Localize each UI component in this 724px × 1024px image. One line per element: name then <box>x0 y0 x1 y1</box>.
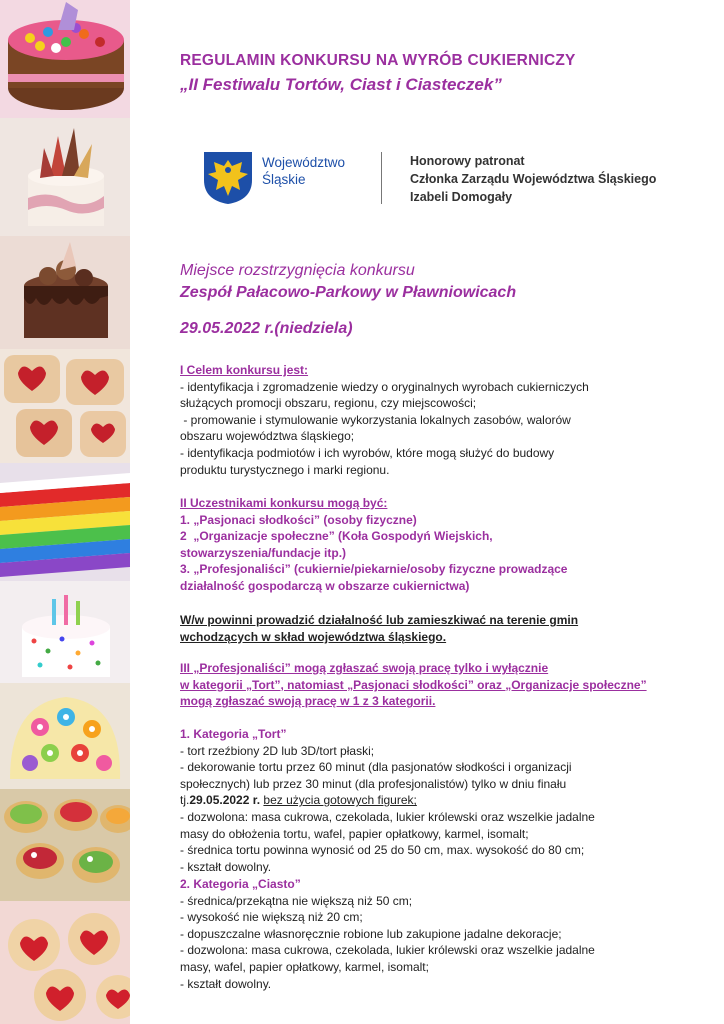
category-line: - wysokość nie większą niż 20 cm; <box>180 910 363 925</box>
venue-place: Zespół Pałacowo-Parkowy w Pławniowicach <box>180 284 517 301</box>
category-line: - kształt dowolny. <box>180 859 272 874</box>
region-name-line2: Śląskie <box>262 172 306 187</box>
category-pastry-heading: 2. Kategoria „Ciasto” <box>180 877 301 891</box>
patron-line2: Członka Zarządu Województwa Śląskiego <box>410 172 657 186</box>
category-line: - dozwolona: masa cukrowa, czekolada, lukier królewski oraz wszelkie jadalne <box>180 809 595 824</box>
event-date: 29.05.2022 r.(niedziela) <box>180 320 353 337</box>
category-line: - średnica tortu powinna wynosić od 25 do 50 cm, max. wysokość do 80 cm; <box>180 843 585 858</box>
section-goals <box>180 362 715 478</box>
section-participants <box>180 495 715 595</box>
rainbow-cake-photo <box>0 463 130 581</box>
notice-line: wchodzących w skład województwa śląskiego. <box>180 629 447 644</box>
goals-line: - identyfikacja i zgromadzenie wiedzy o oryginalnych wyrobach cukierniczych <box>180 379 589 394</box>
region-name <box>262 154 345 188</box>
category-line: - kształt dowolny. <box>180 976 272 991</box>
category-cake <box>180 726 715 875</box>
category-line: masy, wafel, papier opłatkowy, karmel, isomalt; <box>180 959 429 974</box>
photo-strip <box>0 0 130 1024</box>
category-line: - dekorowanie tortu przez 60 minut (dla pasjonatów słodkości i organizacji <box>180 760 572 775</box>
no-figurines-rule: bez użycia gotowych figurek; <box>263 793 417 808</box>
goals-line: obszaru województwa śląskiego; <box>180 429 355 444</box>
category-line: społecznych) lub przez 30 minut (dla profesjonalistów) tylko w dniu finału <box>180 776 567 791</box>
goals-line: służących promocji obszaru, regionu, czy miejscowości; <box>180 396 477 411</box>
fruit-tarts-photo <box>0 789 130 901</box>
candy-cake-photo <box>0 0 130 118</box>
coat-of-arms-eagle-icon <box>202 150 254 206</box>
category-line: - dozwolona: masa cukrowa, czekolada, lukier królewski oraz wszelkie jadalne <box>180 943 595 958</box>
honorary-patronage <box>410 152 656 206</box>
rule-line: w kategorii „Tort”, natomiast „Pasjonaci słodkości” oraz „Organizacje społeczne” <box>180 677 647 692</box>
rule-line: mogą zgłaszać swoją pracę w 1 z 3 kategorii. <box>180 694 436 709</box>
participant-line: 1. „Pasjonaci słodkości” (osoby fizyczne) <box>180 512 417 527</box>
section-goals-heading: I Celem konkursu jest: <box>180 363 309 377</box>
residence-notice <box>180 612 715 645</box>
notice-line: W/w powinni prowadzić działalność lub zamieszkiwać na terenie gmin <box>180 613 579 627</box>
participant-line: działalność gospodarczą w obszarze cukiernictwa) <box>180 578 470 593</box>
patron-line1: Honorowy patronat <box>410 154 525 168</box>
goals-line: - identyfikacja podmiotów i ich wyrobów, które mogą służyć do budowy <box>180 445 555 460</box>
category-line: - tort rzeźbiony 2D lub 3D/tort płaski; <box>180 743 375 758</box>
participant-line: 3. „Profesjonaliści” (cukiernie/piekarnie/osoby fizyczne prowadzące <box>180 562 568 577</box>
rule-line: III „Profesjonaliści” mogą zgłaszać swoją pracę tylko i wyłącznie <box>180 661 549 675</box>
sprinkle-birthday-cake-photo <box>0 581 130 683</box>
final-date: 29.05.2022 r. <box>189 793 261 808</box>
logo-divider <box>381 152 382 204</box>
category-line: masy do obłożenia tortu, wafel, papier opłatkowy, karmel, isomalt; <box>180 826 529 841</box>
heart-cookies-plate-photo <box>0 901 130 1024</box>
chocolate-shard-cake-photo <box>0 118 130 236</box>
festival-subtitle: „II Festiwalu Tortów, Ciast i Ciasteczek” <box>180 75 502 94</box>
venue-label: Miejsce rozstrzygnięcia konkursu <box>180 262 415 279</box>
patron-line3: Izabeli Domogały <box>410 190 513 204</box>
date-prefix: tj. <box>180 793 190 808</box>
heart-cookies-photo <box>0 349 130 463</box>
category-cake-heading: 1. Kategoria „Tort” <box>180 727 287 741</box>
document-title: REGULAMIN KONKURSU NA WYRÓB CUKIERNICZY <box>180 52 576 69</box>
goals-line: - promowanie i stymulowanie wykorzystania lokalnych zasobów, walorów <box>180 412 571 427</box>
final-date-line <box>180 792 715 809</box>
flower-cake-photo <box>0 683 130 789</box>
section-categories-rule <box>180 660 715 710</box>
category-line: - dopuszczalne własnoręcznie robione lub zakupione jadalne dekoracje; <box>180 926 562 941</box>
category-line: - średnica/przekątna nie większą niż 50 cm; <box>180 893 413 908</box>
section-participants-heading: II Uczestnikami konkursu mogą być: <box>180 496 388 510</box>
category-pastry <box>180 876 715 992</box>
participant-line: stowarzyszenia/fundacje itp.) <box>180 545 347 560</box>
chocolate-drip-cake-photo <box>0 236 130 349</box>
goals-line: produktu turystycznego i marki regionu. <box>180 462 390 477</box>
region-name-line1: Województwo <box>262 155 346 170</box>
participant-line: 2 „Organizacje społeczne” (Koła Gospodyń Wiejskich, <box>180 529 493 544</box>
